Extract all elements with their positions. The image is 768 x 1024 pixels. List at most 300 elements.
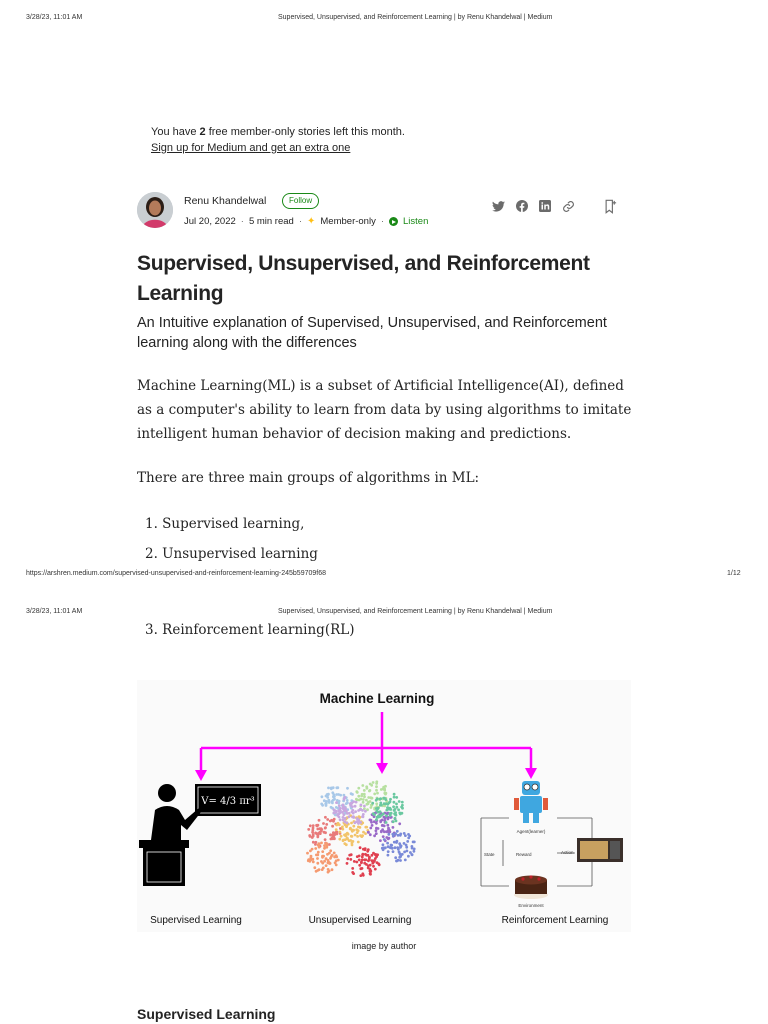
cluster-point <box>398 851 401 854</box>
cluster-point <box>375 855 378 858</box>
cluster-point <box>409 851 412 854</box>
cluster-point <box>311 836 314 839</box>
cluster-point <box>346 787 349 790</box>
cluster-point <box>350 828 353 831</box>
cluster-point <box>316 862 319 865</box>
cluster-point <box>383 789 386 792</box>
cluster-point <box>351 805 354 808</box>
cluster-point <box>407 833 410 836</box>
cluster-point <box>394 832 397 835</box>
cluster-point <box>315 824 318 827</box>
facebook-icon[interactable] <box>515 199 529 213</box>
cluster-point <box>313 866 316 869</box>
cluster-point <box>395 803 398 806</box>
cluster-point <box>403 832 406 835</box>
cluster-point <box>366 787 369 790</box>
link-icon[interactable] <box>561 199 575 213</box>
cluster-point <box>405 846 408 849</box>
cluster-point <box>380 830 383 833</box>
cluster-point <box>345 802 348 805</box>
cluster-point <box>356 831 359 834</box>
listen-button[interactable]: Listen <box>403 216 429 227</box>
cluster-point <box>397 859 400 862</box>
print-datetime-2: 3/28/23, 11:01 AM <box>26 608 83 615</box>
cluster-point <box>374 868 377 871</box>
cluster-point <box>359 798 362 801</box>
article-subtitle: An Intuitive explanation of Supervised, Unsupervised, and Reinforcement learning along with the differences <box>137 315 607 351</box>
cluster-point <box>350 792 353 795</box>
cluster-point <box>355 801 358 804</box>
cluster-point <box>311 858 314 861</box>
cluster-point <box>357 787 360 790</box>
cluster-point <box>335 828 338 831</box>
cluster-point <box>367 802 370 805</box>
cluster-point <box>333 852 336 855</box>
cluster-point <box>360 795 363 798</box>
cluster-point <box>394 808 397 811</box>
article-title: Supervised, Unsupervised, and Reinforcement Learning <box>137 252 590 305</box>
cluster-point <box>386 842 389 845</box>
print-page-number: 1/12 <box>727 570 741 577</box>
cluster-point <box>339 818 342 821</box>
cluster-point <box>343 842 346 845</box>
cluster-point <box>346 862 349 865</box>
cluster-point <box>398 800 401 803</box>
cluster-point <box>355 798 358 801</box>
cluster-point <box>382 812 385 815</box>
cluster-point <box>338 804 341 807</box>
cluster-point <box>401 804 404 807</box>
rl-label: Agent(learner) <box>516 829 546 834</box>
cluster-point <box>362 813 365 816</box>
cluster-point <box>394 811 397 814</box>
cluster-point <box>375 827 378 830</box>
cluster-point <box>375 785 378 788</box>
cluster-point <box>375 782 378 785</box>
cluster-point <box>361 867 364 870</box>
cluster-point <box>371 862 374 865</box>
cluster-point <box>335 833 338 836</box>
cluster-point <box>385 821 388 824</box>
cluster-point <box>388 837 391 840</box>
cluster-point <box>376 798 379 801</box>
cluster-point <box>411 845 414 848</box>
cluster-point <box>395 841 398 844</box>
cluster-point <box>370 819 373 822</box>
cluster-point <box>331 868 334 871</box>
cluster-point <box>326 793 329 796</box>
list-item: 2. Unsupervised learning <box>145 546 318 562</box>
cluster-point <box>396 846 399 849</box>
cluster-point <box>341 826 344 829</box>
cluster-point <box>372 852 375 855</box>
cluster-point <box>346 799 349 802</box>
print-url: https://arshren.medium.com/supervised-unsupervised-and-reinforcement-learning-245b59709f68 <box>26 570 326 577</box>
cluster-point <box>326 796 329 799</box>
cluster-point <box>389 812 392 815</box>
cluster-point <box>375 832 378 835</box>
cluster-point <box>354 821 357 824</box>
cluster-point <box>318 827 321 830</box>
cluster-point <box>343 820 346 823</box>
cluster-point <box>387 850 390 853</box>
cluster-point <box>365 799 368 802</box>
cluster-point <box>316 836 319 839</box>
print-page-title-2: Supervised, Unsupervised, and Reinforcement Learning | by Renu Khandelwal | Medium <box>278 608 553 615</box>
cluster-point <box>371 859 374 862</box>
cluster-point <box>357 795 360 798</box>
cluster-point <box>311 848 314 851</box>
cluster-point <box>333 837 336 840</box>
cluster-point <box>352 825 355 828</box>
cluster-point <box>326 818 329 821</box>
cluster-point <box>371 802 374 805</box>
cluster-point <box>366 850 369 853</box>
cluster-point <box>399 855 402 858</box>
cluster-point <box>317 844 320 847</box>
cluster-point <box>351 867 354 870</box>
cluster-point <box>384 785 387 788</box>
cluster-point <box>372 865 375 868</box>
cluster-point <box>327 787 330 790</box>
cluster-point <box>382 843 385 846</box>
formula: V= 4/3 πr³ <box>201 796 255 807</box>
cluster-point <box>406 840 409 843</box>
intro-paragraph: Machine Learning(ML) is a subset of Artificial Intelligence(AI), defined as a computer's ability to learn from data by using algorithms to imitate intelligent human behavior of decision making and predictions. <box>137 378 632 442</box>
cluster-point <box>325 800 328 803</box>
cluster-point <box>362 874 365 877</box>
cluster-point <box>392 805 395 808</box>
cluster-point <box>308 834 311 837</box>
cluster-point <box>356 855 359 858</box>
cluster-point <box>345 824 348 827</box>
cluster-point <box>351 809 354 812</box>
cluster-point <box>339 831 342 834</box>
read-time: 5 min read <box>248 216 294 227</box>
cluster-point <box>350 853 353 856</box>
cluster-point <box>383 838 386 841</box>
label-reinforcement: Reinforcement Learning <box>501 915 609 926</box>
cluster-point <box>403 842 406 845</box>
cluster-point <box>351 802 354 805</box>
print-datetime: 3/28/23, 11:01 AM <box>26 14 83 21</box>
cluster-point <box>364 810 367 813</box>
cluster-point <box>355 861 358 864</box>
cluster-point <box>316 857 319 860</box>
cluster-point <box>359 874 362 877</box>
cluster-point <box>344 796 347 799</box>
cluster-point <box>364 832 367 835</box>
cluster-point <box>311 831 314 834</box>
cluster-point <box>387 854 390 857</box>
cluster-point <box>370 806 373 809</box>
cluster-point <box>361 834 364 837</box>
cluster-point <box>369 873 372 876</box>
cluster-point <box>400 845 403 848</box>
cluster-point <box>344 835 347 838</box>
cluster-point <box>363 805 366 808</box>
cluster-point <box>324 826 327 829</box>
cluster-point <box>322 867 325 870</box>
cluster-point <box>321 850 324 853</box>
cluster-point <box>375 810 378 813</box>
cluster-point <box>413 841 416 844</box>
cluster-point <box>392 820 395 823</box>
cluster-point <box>322 822 325 825</box>
cluster-point <box>329 849 332 852</box>
cake-icon <box>514 875 548 899</box>
cluster-point <box>372 781 375 784</box>
cluster-point <box>358 859 361 862</box>
cluster-point <box>362 801 365 804</box>
cluster-point <box>395 796 398 799</box>
cluster-point <box>307 828 310 831</box>
cluster-point <box>373 813 376 816</box>
cluster-point <box>334 855 337 858</box>
member-only-badge: Member-only <box>320 216 376 227</box>
cluster-point <box>332 786 335 789</box>
cluster-point <box>373 834 376 837</box>
cluster-point <box>394 856 397 859</box>
cluster-point <box>352 816 355 819</box>
list-item: 1. Supervised learning, <box>145 516 305 532</box>
follow-button[interactable]: Follow <box>282 193 319 209</box>
print-page-title: Supervised, Unsupervised, and Reinforcement Learning | by Renu Khandelwal | Medium <box>278 14 553 21</box>
cluster-point <box>354 810 357 813</box>
cluster-point <box>401 807 404 810</box>
signup-link[interactable]: Sign up for Medium and get an extra one <box>151 142 351 154</box>
play-icon[interactable] <box>389 217 398 226</box>
cluster-point <box>359 816 362 819</box>
cluster-point <box>367 854 370 857</box>
rl-label: Reward <box>516 852 532 857</box>
cluster-point <box>318 819 321 822</box>
cluster-point <box>329 857 332 860</box>
list-item: 3. Reinforcement learning(RL) <box>145 622 355 638</box>
cluster-point <box>373 859 376 862</box>
label-unsupervised: Unsupervised Learning <box>308 915 412 926</box>
figure-caption: image by author <box>351 941 417 951</box>
cluster-point <box>387 833 390 836</box>
environment-tv-icon <box>577 838 623 862</box>
cluster-point <box>353 860 356 863</box>
cluster-point <box>337 793 340 796</box>
cluster-point <box>352 812 355 815</box>
section-heading: Supervised Learning <box>137 1006 276 1022</box>
cluster-point <box>411 853 414 856</box>
cluster-point <box>327 871 330 874</box>
cluster-point <box>385 815 388 818</box>
cluster-point <box>348 812 351 815</box>
cluster-point <box>355 790 358 793</box>
cluster-point <box>375 829 378 832</box>
cluster-point <box>348 815 351 818</box>
cluster-point <box>367 859 370 862</box>
rl-label: Environment <box>518 903 544 908</box>
cluster-point <box>396 830 399 833</box>
cluster-point <box>309 824 312 827</box>
cluster-point <box>389 798 392 801</box>
cluster-point <box>362 798 365 801</box>
rl-label: State <box>484 852 495 857</box>
cluster-point <box>350 822 353 825</box>
cluster-point <box>389 808 392 811</box>
cluster-point <box>379 797 382 800</box>
cluster-point <box>334 861 337 864</box>
cluster-point <box>355 828 358 831</box>
label-supervised: Supervised Learning <box>150 915 242 926</box>
cluster-point <box>379 802 382 805</box>
cluster-point <box>335 811 338 814</box>
cluster-point <box>399 833 402 836</box>
cluster-point <box>398 812 401 815</box>
cluster-point <box>367 831 370 834</box>
cluster-point <box>318 868 321 871</box>
cluster-point <box>395 806 398 809</box>
cluster-point <box>379 839 382 842</box>
cluster-point <box>361 856 364 859</box>
cluster-point <box>363 858 366 861</box>
publish-date: Jul 20, 2022 <box>184 216 236 227</box>
cluster-point <box>375 789 378 792</box>
cluster-point <box>332 820 335 823</box>
cluster-point <box>397 834 400 837</box>
cluster-point <box>331 802 334 805</box>
twitter-icon[interactable] <box>491 199 505 213</box>
cluster-point <box>404 859 407 862</box>
cluster-point <box>386 824 389 827</box>
cluster-point <box>312 861 315 864</box>
cluster-point <box>339 811 342 814</box>
cluster-point <box>369 796 372 799</box>
cluster-point <box>381 824 384 827</box>
bookmark-icon[interactable] <box>603 199 617 213</box>
cluster-point <box>332 799 335 802</box>
cluster-point <box>382 848 385 851</box>
cluster-point <box>367 864 370 867</box>
cluster-point <box>407 855 410 858</box>
cluster-point <box>369 833 372 836</box>
cluster-point <box>386 806 389 809</box>
cluster-point <box>377 862 380 865</box>
cluster-point <box>393 801 396 804</box>
cluster-point <box>382 835 385 838</box>
cluster-point <box>344 838 347 841</box>
cluster-point <box>326 844 329 847</box>
cluster-point <box>375 807 378 810</box>
cluster-point <box>391 833 394 836</box>
cluster-point <box>394 817 397 820</box>
cluster-point <box>335 786 338 789</box>
cluster-point <box>394 846 397 849</box>
cluster-point <box>332 795 335 798</box>
cluster-point <box>413 850 416 853</box>
cluster-point <box>363 789 366 792</box>
cluster-point <box>361 784 364 787</box>
cluster-point <box>364 853 367 856</box>
cluster-point <box>383 797 386 800</box>
cluster-point <box>350 835 353 838</box>
cluster-point <box>314 847 317 850</box>
avatar[interactable] <box>137 192 173 228</box>
cluster-point <box>320 803 323 806</box>
cluster-point <box>371 824 374 827</box>
cluster-point <box>365 826 368 829</box>
cluster-point <box>360 861 363 864</box>
cluster-point <box>321 795 324 798</box>
cluster-point <box>342 805 345 808</box>
cluster-point <box>346 857 349 860</box>
cluster-point <box>341 811 344 814</box>
cluster-point <box>309 860 312 863</box>
cluster-point <box>312 824 315 827</box>
cluster-point <box>324 816 327 819</box>
cluster-point <box>392 850 395 853</box>
rl-label: Action <box>561 850 574 855</box>
cluster-point <box>399 859 402 862</box>
cluster-point <box>393 796 396 799</box>
cluster-point <box>306 852 309 855</box>
figure-title: Machine Learning <box>319 691 435 706</box>
author-name[interactable]: Renu Khandelwal <box>184 195 267 207</box>
cluster-point <box>318 831 321 834</box>
cluster-point <box>379 810 382 813</box>
cluster-point <box>321 862 324 865</box>
cluster-point <box>335 824 338 827</box>
cluster-point <box>345 809 348 812</box>
cluster-point <box>348 839 351 842</box>
cluster-point <box>369 789 372 792</box>
cluster-point <box>359 808 362 811</box>
cluster-point <box>393 793 396 796</box>
cluster-point <box>325 864 328 867</box>
cluster-point <box>337 859 340 862</box>
cluster-point <box>369 827 372 830</box>
cluster-point <box>351 871 354 874</box>
cluster-point <box>398 822 401 825</box>
cluster-point <box>329 862 332 865</box>
cluster-point <box>388 801 391 804</box>
cluster-point <box>359 826 362 829</box>
cluster-point <box>407 837 410 840</box>
ml-types-figure <box>137 680 631 932</box>
cluster-point <box>331 791 334 794</box>
cluster-point <box>335 801 338 804</box>
cluster-point <box>324 831 327 834</box>
member-notice: You have 2 free member-only stories left this month. Sign up for Medium and get an extra one <box>151 126 405 154</box>
cluster-point <box>324 838 327 841</box>
cluster-point <box>363 795 366 798</box>
cluster-point <box>385 792 388 795</box>
cluster-point <box>325 857 328 860</box>
linkedin-icon[interactable] <box>538 199 552 213</box>
cluster-point <box>357 820 360 823</box>
cluster-point <box>312 841 315 844</box>
cluster-point <box>331 825 334 828</box>
cluster-point <box>354 834 357 837</box>
cluster-point <box>401 801 404 804</box>
cluster-point <box>390 847 393 850</box>
cluster-point <box>354 805 357 808</box>
cluster-point <box>329 820 332 823</box>
cluster-point <box>390 844 393 847</box>
groups-intro: There are three main groups of algorithms in ML: <box>137 470 480 486</box>
cluster-point <box>327 868 330 871</box>
cluster-point <box>363 793 366 796</box>
cluster-point <box>397 808 400 811</box>
cluster-point <box>329 833 332 836</box>
cluster-point <box>359 846 362 849</box>
